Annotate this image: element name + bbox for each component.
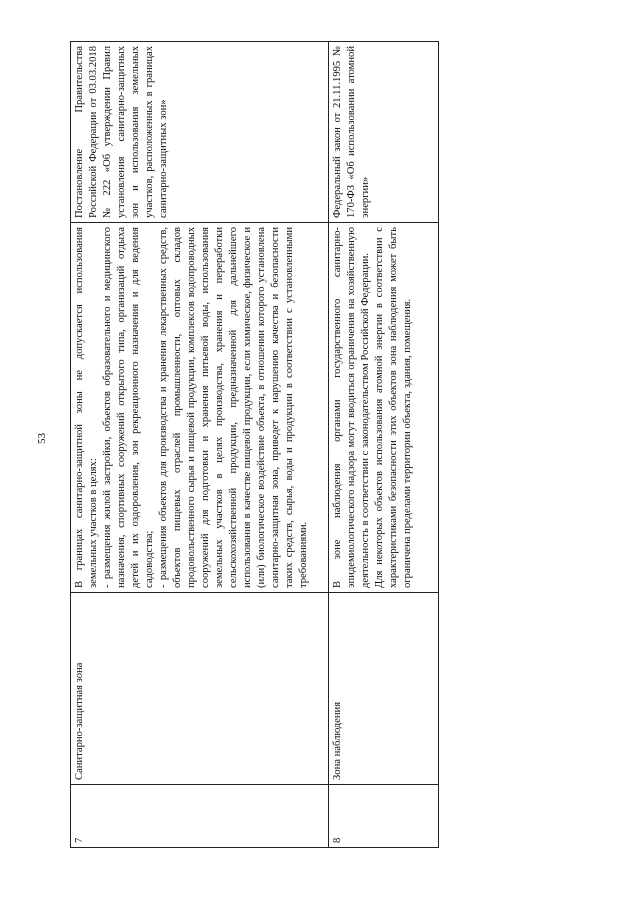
restrictions-paragraph: В границах санитарно-защитной зоны не допускается использования земельных участков в целях: [74, 227, 99, 588]
table-row [329, 42, 439, 848]
table-row [71, 42, 329, 848]
zone-name-cell: Санитарно-защитная зона [71, 593, 329, 785]
restrictions-paragraph: Для некоторых объектов использования атомной энергии в соответствии с характеристиками безопасности этих объектов зона наблюдения может быть ограничена пределами территории объекта, здания, помещения. [373, 227, 413, 588]
restrictions-paragraph: - размещения жилой застройки, объектов образовательного и медицинского назначения, спортивных сооружений открытого типа, организаций отдыха детей и их оздоровления, зон рекреационного назначения и для ведения садоводства; [101, 227, 155, 588]
legal-basis-cell [329, 42, 439, 223]
legal-basis-text: Постановление Правительства Российской Федерации от 03.03.2018 № 222 «Об утверждении Правил установления санитарно-защитных зон и использования земельных участков, расположенных в границах санитарно-защитных зон» [74, 46, 169, 218]
row-number-cell: 8 [329, 785, 439, 848]
legal-basis-cell [71, 42, 329, 223]
restrictions-paragraph: В зоне наблюдения органами государственного санитарно-эпидемиологического надзора могут вводиться ограничения на хозяйственную деятельность в соответствии с законодательством Российской Федерации. [332, 227, 371, 588]
rotated-table-wrapper [70, 42, 438, 848]
restrictions-cell [329, 223, 439, 593]
page-number: 53 [36, 433, 48, 444]
zones-table [70, 41, 439, 848]
restrictions-paragraph: - размещения объектов для производства и хранения лекарственных средств, объектов пищевых отраслей промышленности, оптовых складов продовольственного сырья и пищевой продукции, комплексов водопроводных сооружений для подготовки и хранения питьевой воды, использования земельных участков в целях производства, хранения и переработки сельскохозяйственной продукции, предназначенной для дальнейшего использования в качестве пищевой продукции, если химическое, физическое и (или) биологическое воздействие объекта, в отношении которого установлена санитарно-защитная зона, приведет к нарушению качества и безопасности таких средств, сырья, воды и продукции в соответствии с установленными требованиями. [157, 227, 309, 588]
restrictions-cell [71, 223, 329, 593]
zone-name-cell: Зона наблюдения [329, 593, 439, 785]
legal-basis-text: Федеральный закон от 21.11.1995 № 170-ФЗ «Об использовании атомной энергии» [332, 46, 371, 218]
row-number-cell: 7 [71, 785, 329, 848]
